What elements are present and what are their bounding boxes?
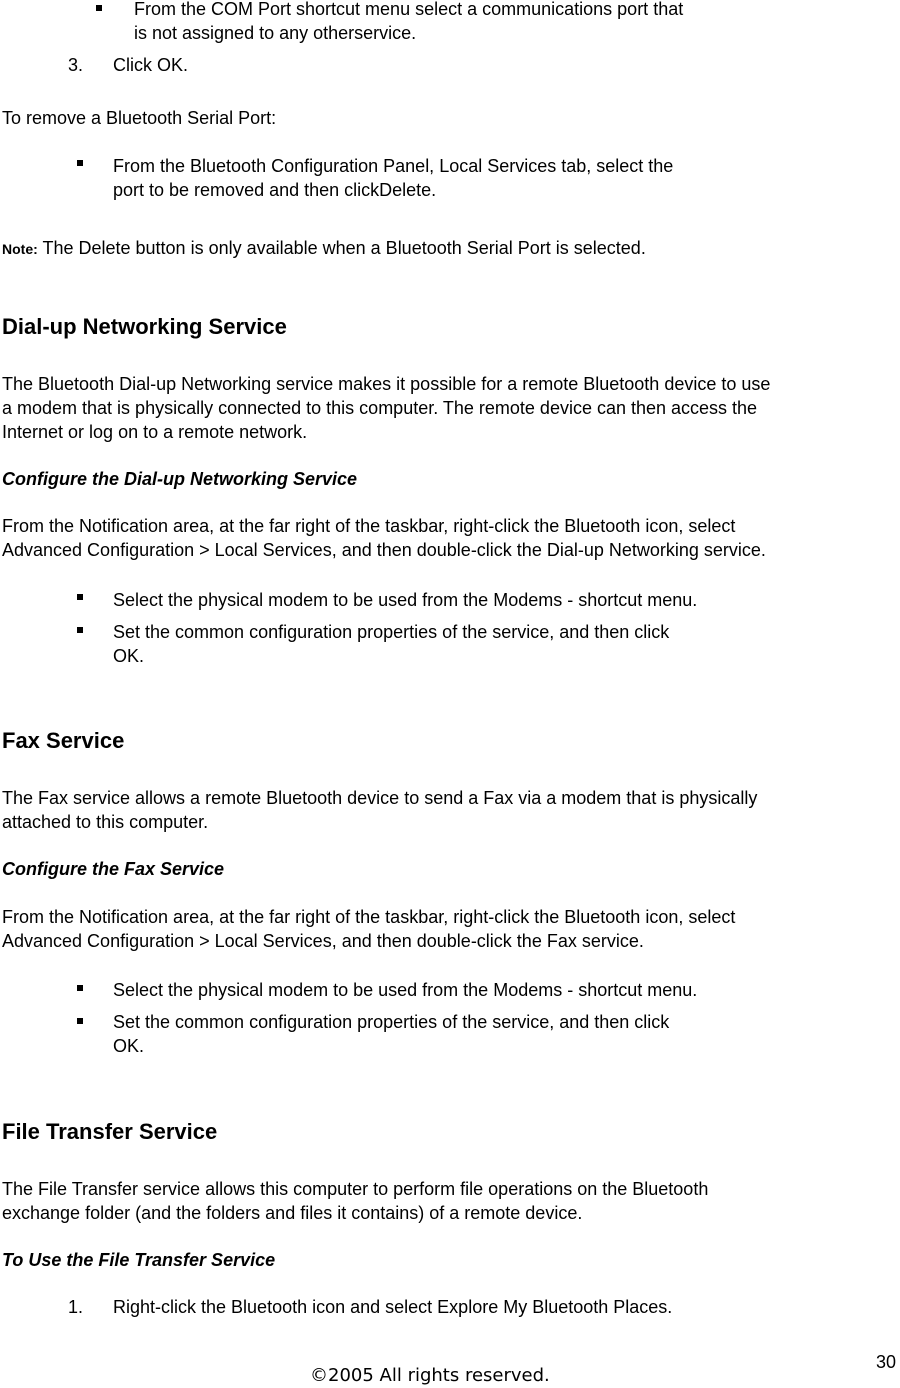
remove-bullet-line2: port to be removed and then clickDelete. <box>113 180 437 200</box>
dialup-para-line2: a modem that is physically connected to this computer. The remote device can then access the <box>2 398 758 418</box>
filetransfer-para-line1: The File Transfer service allows this computer to perform file operations on the Bluetooth <box>2 1179 709 1199</box>
fax-instr-line1: From the Notification area, at the far right of the taskbar, right-click the Bluetooth icon, select <box>2 907 736 927</box>
bullet-marker <box>77 1018 83 1024</box>
fax-subheading: Configure the Fax Service <box>2 859 225 879</box>
dialup-bullet1: Select the physical modem to be used from the Modems - shortcut menu. <box>113 590 698 610</box>
dialup-bullet2-line1: Set the common configuration properties of the service, and then click <box>113 622 670 642</box>
fax-bullet2-line2: OK. <box>113 1036 145 1056</box>
dialup-para-line1: The Bluetooth Dial-up Networking service makes it possible for a remote Bluetooth device to use <box>2 374 771 394</box>
fax-bullet1: Select the physical modem to be used from the Modems - shortcut menu. <box>113 980 698 1000</box>
note-text: The Delete button is only available when a Bluetooth Serial Port is selected. <box>42 238 646 258</box>
note <box>2 236 646 261</box>
dialup-instr-line2: Advanced Configuration > Local Services, and then double-click the Dial-up Networking service. <box>2 540 766 560</box>
bullet-marker <box>77 627 83 633</box>
step-text: Click OK. <box>113 55 189 75</box>
step-number: 3. <box>68 55 84 75</box>
fax-bullet2-line1: Set the common configuration properties of the service, and then click <box>113 1012 670 1032</box>
dialup-para-line3: Internet or log on to a remote network. <box>2 422 308 442</box>
dialup-subheading: Configure the Dial-up Networking Service <box>2 469 358 489</box>
com-port-bullet-line1: From the COM Port shortcut menu select a communications port that <box>134 0 684 19</box>
fax-instr-line2: Advanced Configuration > Local Services, and then double-click the Fax service. <box>2 931 644 951</box>
remove-intro: To remove a Bluetooth Serial Port: <box>2 108 277 128</box>
bullet-marker <box>77 985 83 991</box>
dialup-instr-line1: From the Notification area, at the far right of the taskbar, right-click the Bluetooth icon, select <box>2 516 736 536</box>
com-port-bullet-line2: is not assigned to any otherservice. <box>134 23 417 43</box>
page-number: 30 <box>876 1352 897 1372</box>
step-text: Right-click the Bluetooth icon and select Explore My Bluetooth Places. <box>113 1297 673 1317</box>
dialup-bullet2-line2: OK. <box>113 646 145 666</box>
dialup-heading: Dial-up Networking Service <box>2 314 287 339</box>
fax-para-line1: The Fax service allows a remote Bluetooth device to send a Fax via a modem that is physically <box>2 788 758 808</box>
copyright: ©2005 All rights reserved. <box>310 1365 550 1386</box>
filetransfer-subheading: To Use the File Transfer Service <box>2 1250 276 1270</box>
filetransfer-heading: File Transfer Service <box>2 1119 218 1144</box>
filetransfer-para-line2: exchange folder (and the folders and files it contains) of a remote device. <box>2 1203 583 1223</box>
bullet-marker <box>96 5 102 11</box>
fax-heading: Fax Service <box>2 728 125 753</box>
remove-bullet-line1: From the Bluetooth Configuration Panel, Local Services tab, select the <box>113 156 674 176</box>
note-label: Note: <box>2 241 38 257</box>
step-number: 1. <box>68 1297 84 1317</box>
bullet-marker <box>77 160 83 166</box>
fax-para-line2: attached to this computer. <box>2 812 209 832</box>
bullet-marker <box>77 594 83 600</box>
